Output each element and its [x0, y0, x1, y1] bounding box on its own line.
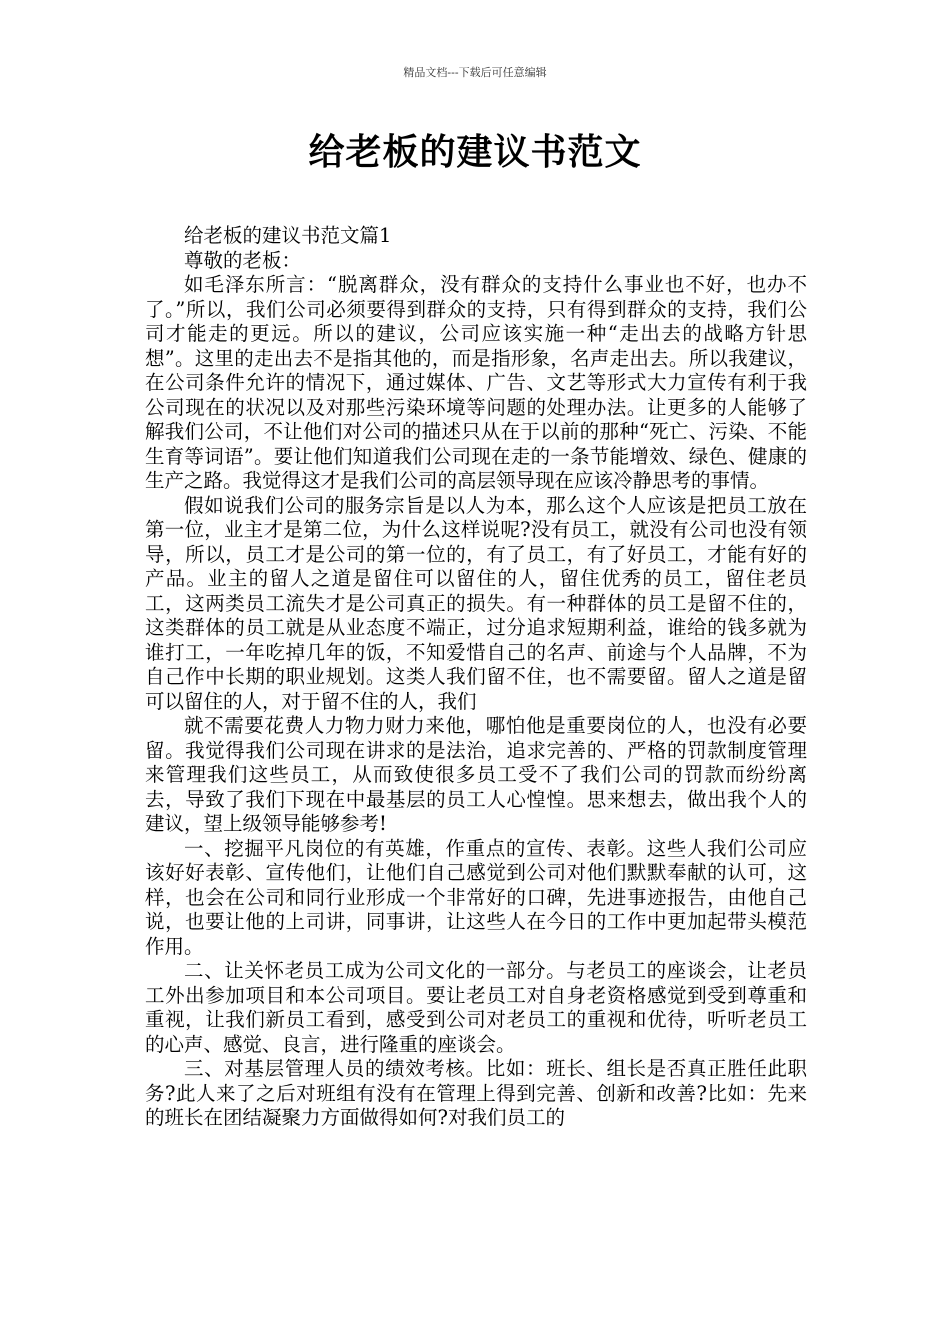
body-paragraph: 三、对基层管理人员的绩效考核。比如：班长、组长是否真正胜任此职务?此人来了之后对班组有没有在管理上得到完善、创新和改善?比如：先来的班长在团结凝聚力方面做得如何?对我们员工的 — [145, 1057, 807, 1129]
section-heading: 给老板的建议书范文篇1 — [184, 224, 392, 247]
body-paragraph: 如毛泽东所言：“脱离群众，没有群众的支持什么事业也不好，也办不了。”所以，我们公司必须要得到群众的支持，只有得到群众的支持，我们公司才能走的更远。所以的建议，公司应该实施一种“走出去的战略方针思想”。这里的走出去不是指其他的，而是指形象，名声走出去。所以我建议，在公司条件允许的情况下，通过媒体、广告、文艺等形式大力宣传有利于我公司现在的状况以及对那些污染环境等问题的处理办法。让更多的人能够了解我们公司，不让他们对公司的描述只从在于以前的那种“死亡、污染、不能生育等词语”。要让他们知道我们公司现在走的一条节能增效、绿色、健康的生产之路。我觉得这才是我们公司的高层领导现在应该冷静思考的事情。 — [145, 273, 807, 492]
body-paragraph: 二、让关怀老员工成为公司文化的一部分。与老员工的座谈会，让老员工外出参加项目和本公司项目。要让老员工对自身老资格感觉到受到尊重和重视，让我们新员工看到，感受到公司对老员工的重视和优待，听听老员工的心声、感觉、良言，进行隆重的座谈会。 — [145, 959, 807, 1056]
salutation: 尊敬的老板： — [184, 248, 302, 272]
body-paragraph: 就不需要花费人力物力财力来他，哪怕他是重要岗位的人，也没有必要留。我觉得我们公司现在讲求的是法治，追求完善的、严格的罚款制度管理来管理我们这些员工，从而致使很多员工受不了我们公司的罚款而纷纷离去，导致了我们下现在中最基层的员工人心惶惶。思来想去，做出我个人的建议，望上级领导能够参考! — [145, 714, 807, 835]
body-paragraph: 假如说我们公司的服务宗旨是以人为本，那么这个人应该是把员工放在第一位，业主才是第二位，为什么这样说呢?没有员工，就没有公司也没有领导，所以，员工才是公司的第一位的，有了员工，有了好员工，才能有好的产品。业主的留人之道是留住可以留住的人，留住优秀的员工，留住老员工，这两类员工流失才是公司真正的损失。有一种群体的员工是留不住的，这类群体的员工就是从业态度不端正，过分追求短期利益，谁给的钱多就为谁打工，一年吃掉几年的饭，不知爱惜自己的名声、前途与个人品牌，不为自己作中长期的职业规划。这类人我们留不住，也不需要留。留人之道是留可以留住的人，对于留不住的人，我们 — [145, 493, 807, 713]
document-body — [145, 224, 807, 1131]
document-title: 给老板的建议书范文 — [308, 131, 642, 173]
body-paragraph: 一、挖掘平凡岗位的有英雄，作重点的宣传、表彰。这些人我们公司应该好好表彰、宣传他们，让他们自己感觉到公司对他们默默奉献的认可，这样，也会在公司和同行业形成一个非常好的口碑，先进事迹报告，由他自己说，也要让他的上司讲，同事讲，让这些人在今日的工作中更加起带头模范作用。 — [145, 836, 807, 958]
header-note: 精品文档---下载后可任意编辑 — [403, 66, 547, 79]
